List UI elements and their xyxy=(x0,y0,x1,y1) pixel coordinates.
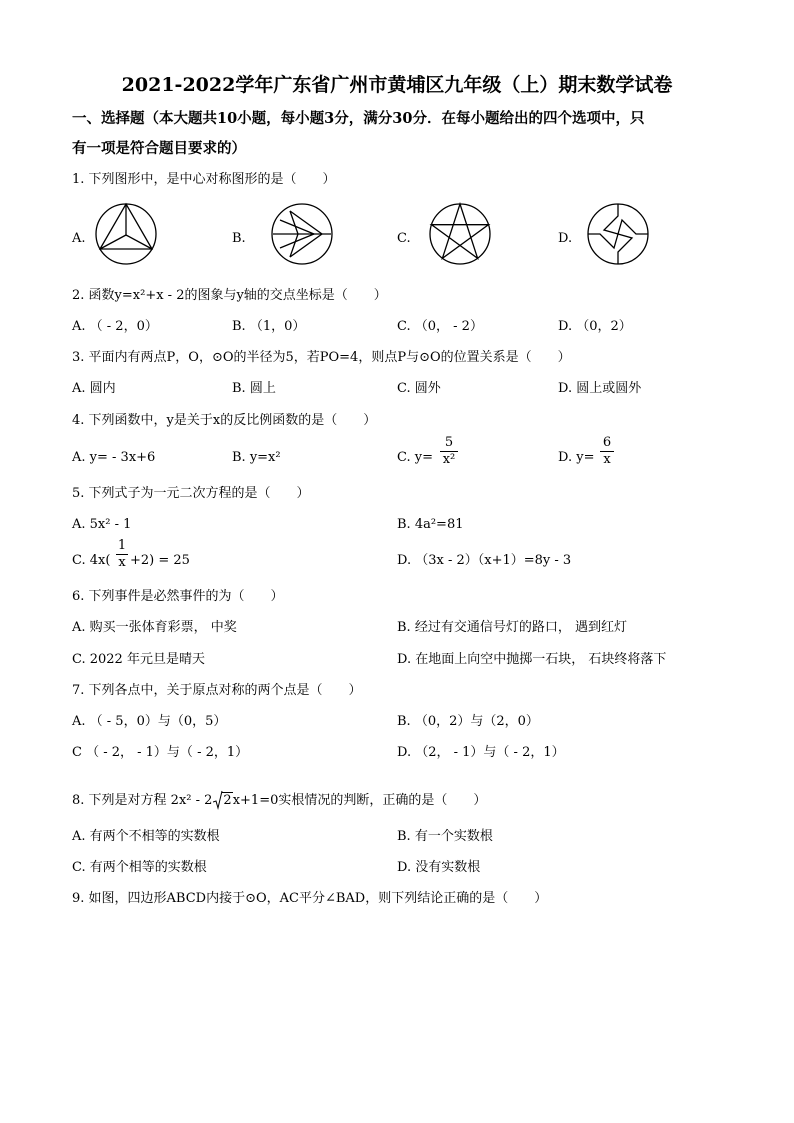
q1-option-d: D. xyxy=(558,231,573,246)
q5-stem: 5. 下列式子为一元二次方程的是（ ） xyxy=(72,486,310,501)
q6-stem: 6. 下列事件是必然事件的为（ ） xyxy=(72,589,284,604)
q4-option-c-fraction xyxy=(440,436,458,467)
q6-option-d: D. 在地面上向空中抛掷一石块， 石块终将落下 xyxy=(397,652,667,667)
q1-option-b: B. xyxy=(232,231,246,246)
q2-stem: 2. 函数y=x²+x - 2的图象与y轴的交点坐标是（ ） xyxy=(72,288,387,303)
q9-stem: 9. 如图，四边形ABCD内接于⊙O，AC平分∠BAD，则下列结论正确的是（ ） xyxy=(72,891,548,906)
q3-option-b: B. 圆上 xyxy=(232,381,276,396)
q3-stem: 3. 平面内有两点P，O，⊙O的半径为5，若PO=4，则点P与⊙O的位置关系是（ ） xyxy=(72,350,571,365)
q8-stem xyxy=(72,793,486,809)
q2-option-c: C. （0， - 2） xyxy=(397,319,483,334)
circle-swastika-figure-icon xyxy=(586,202,650,266)
q2-option-d: D. （0，2） xyxy=(558,319,632,334)
q5-option-c: C. 4x( xyxy=(72,553,111,568)
q8-radicand: 2 xyxy=(223,793,232,808)
q8-stem-part2: x+1=0实根情况的判断，正确的是（ ） xyxy=(232,793,487,808)
q8-stem-part1: 8. 下列是对方程 2x² - 2 xyxy=(72,793,213,808)
q4-option-a: A. y= - 3x+6 xyxy=(72,450,156,465)
q6-option-b: B. 经过有交通信号灯的路口， 遇到红灯 xyxy=(397,620,627,635)
circle-arrow-figure-icon xyxy=(270,202,334,266)
circle-triangle-figure-icon xyxy=(94,202,158,266)
section-heading-line1: 一、选择题（本大题共10小题，每小题3分，满分30分．在每小题给出的四个选项中，只 xyxy=(72,110,645,127)
q2-option-b: B. （1，0） xyxy=(232,319,306,334)
q8-sqrt xyxy=(213,793,232,809)
q7-option-b: B. （0，2）与（2，0） xyxy=(397,714,539,729)
q6-option-c: C. 2022 年元旦是晴天 xyxy=(72,652,205,667)
q4-option-c: C. y= xyxy=(397,450,433,465)
q4-d-denominator: x xyxy=(603,452,611,467)
q8-option-a: A. 有两个不相等的实数根 xyxy=(72,829,220,844)
page-title: 2021-2022学年广东省广州市黄埔区九年级（上）期末数学试卷 xyxy=(121,74,673,96)
q4-c-denominator: x² xyxy=(442,452,456,467)
q7-option-d: D. （2， - 1）与（ - 2，1） xyxy=(397,745,565,760)
q5-option-b: B. 4a²=81 xyxy=(397,517,464,532)
q4-d-numerator: 6 xyxy=(602,435,612,450)
sqrt-sign-icon xyxy=(213,790,223,810)
q4-option-b: B. y=x² xyxy=(232,450,281,465)
q7-option-c: C （ - 2， - 1）与（ - 2，1） xyxy=(72,745,249,760)
q7-stem: 7. 下列各点中，关于原点对称的两个点是（ ） xyxy=(72,683,362,698)
circle-star-figure-icon xyxy=(428,202,492,266)
q5-c-denominator: x xyxy=(118,555,126,570)
q3-option-c: C. 圆外 xyxy=(397,381,441,396)
q3-option-a: A. 圆内 xyxy=(72,381,116,396)
q8-option-c: C. 有两个相等的实数根 xyxy=(72,860,207,875)
q8-option-b: B. 有一个实数根 xyxy=(397,829,493,844)
q3-option-d: D. 圆上或圆外 xyxy=(558,381,642,396)
q1-option-c: C. xyxy=(397,231,411,246)
q4-c-numerator: 5 xyxy=(444,435,454,450)
q2-option-a: A. （ - 2，0） xyxy=(72,319,158,334)
q6-option-a: A. 购买一张体育彩票， 中奖 xyxy=(72,620,237,635)
q7-option-a: A. （ - 5，0）与（0，5） xyxy=(72,714,227,729)
q5-option-a: A. 5x² - 1 xyxy=(72,517,132,532)
section-heading-line2: 有一项是符合题目要求的） xyxy=(72,140,246,157)
q5-option-d: D. （3x - 2）（x+1）=8y - 3 xyxy=(397,553,572,568)
q1-option-a: A. xyxy=(72,231,86,246)
q4-option-d: D. y= xyxy=(558,450,595,465)
q5-option-c-fraction xyxy=(116,539,128,570)
q5-c-numerator: 1 xyxy=(117,538,127,553)
q1-stem: 1. 下列图形中，是中心对称图形的是（ ） xyxy=(72,172,336,187)
q4-option-d-fraction xyxy=(600,436,614,467)
q8-option-d: D. 没有实数根 xyxy=(397,860,481,875)
q4-stem: 4. 下列函数中，y是关于x的反比例函数的是（ ） xyxy=(72,413,377,428)
q5-option-c-tail: +2) = 25 xyxy=(130,553,190,568)
